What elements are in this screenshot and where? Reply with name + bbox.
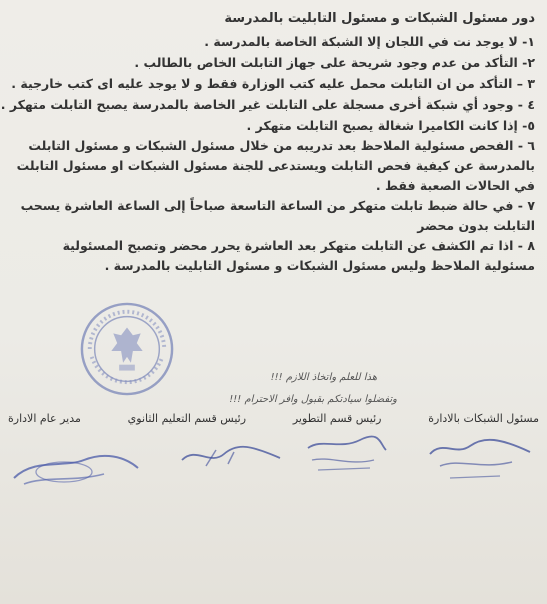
- official-seal-icon: [78, 300, 176, 398]
- signatory-secondary-head: رئيس قسم التعليم الثانوي: [127, 412, 247, 425]
- item-1: ١- لا يوجد نت في اللجان إلا الشبكة الخاصة بالمدرسة .: [204, 34, 535, 49]
- signature-secondary-head-icon: [176, 436, 286, 476]
- signatories-row: [8, 412, 539, 425]
- item-7: ٧ - في حالة ضبط تابلت متهكر من الساعة التاسعة صباحاً إلى الساعة العاشرة يسحب التابلت بدون محضر: [20, 198, 535, 233]
- item-5: ٥- إذا كانت الكاميرا شغالة يصبح التابلت متهكر .: [246, 118, 535, 133]
- item-8: ٨ - اذا تم الكشف عن التابلت متهكر بعد العاشرة يحرر محضر وتصبح المسئولية مسئولية الملاحظ وليس مسئول الشبكات و مسئول التابليت بالمدرسة .: [62, 238, 535, 273]
- item-6: ٦ - الفحص مسئولية الملاحظ بعد تدريبه من خلال مسئول الشبكات و مسئول التابلت بالمدرسة عن كيفية فحص التابلت ويستدعى للجنة مسئول الشبكات او مسئول التابلت في الحالات الصعبة فقط .: [16, 138, 535, 193]
- item-4: ٤ - وجود أي شبكة أخرى مسجلة على التابلت غير الخاصة بالمدرسة يصبح التابلت متهكر .: [0, 97, 535, 112]
- signatory-development-head: رئيس قسم التطوير: [292, 412, 382, 425]
- closing-line-2: وتفضلوا سيادتكم بقبول وافر الاحترام !!!: [229, 394, 397, 405]
- closing-line-1: هذا للعلم واتخاذ اللازم !!!: [270, 372, 377, 383]
- signature-development-head-icon: [300, 430, 390, 480]
- signature-network-officer-icon: [420, 432, 538, 488]
- document-body: [0, 8, 535, 276]
- signatory-general-director: مدير عام الادارة: [8, 412, 81, 425]
- item-2: ٢- التأكد من عدم وجود شريحة على جهاز التابلت الخاص بالطالب .: [134, 55, 535, 70]
- signatory-network-officer: مسئول الشبكات بالادارة: [428, 412, 539, 425]
- signature-general-director-icon: [4, 438, 144, 498]
- document-heading: دور مسئول الشبكات و مسئول التابليت بالمدرسة: [224, 11, 535, 26]
- item-3: ٣ – التأكد من ان التابلت محمل عليه كتب الوزارة فقط و لا يوجد عليه اى كتب خارجية .: [11, 76, 535, 91]
